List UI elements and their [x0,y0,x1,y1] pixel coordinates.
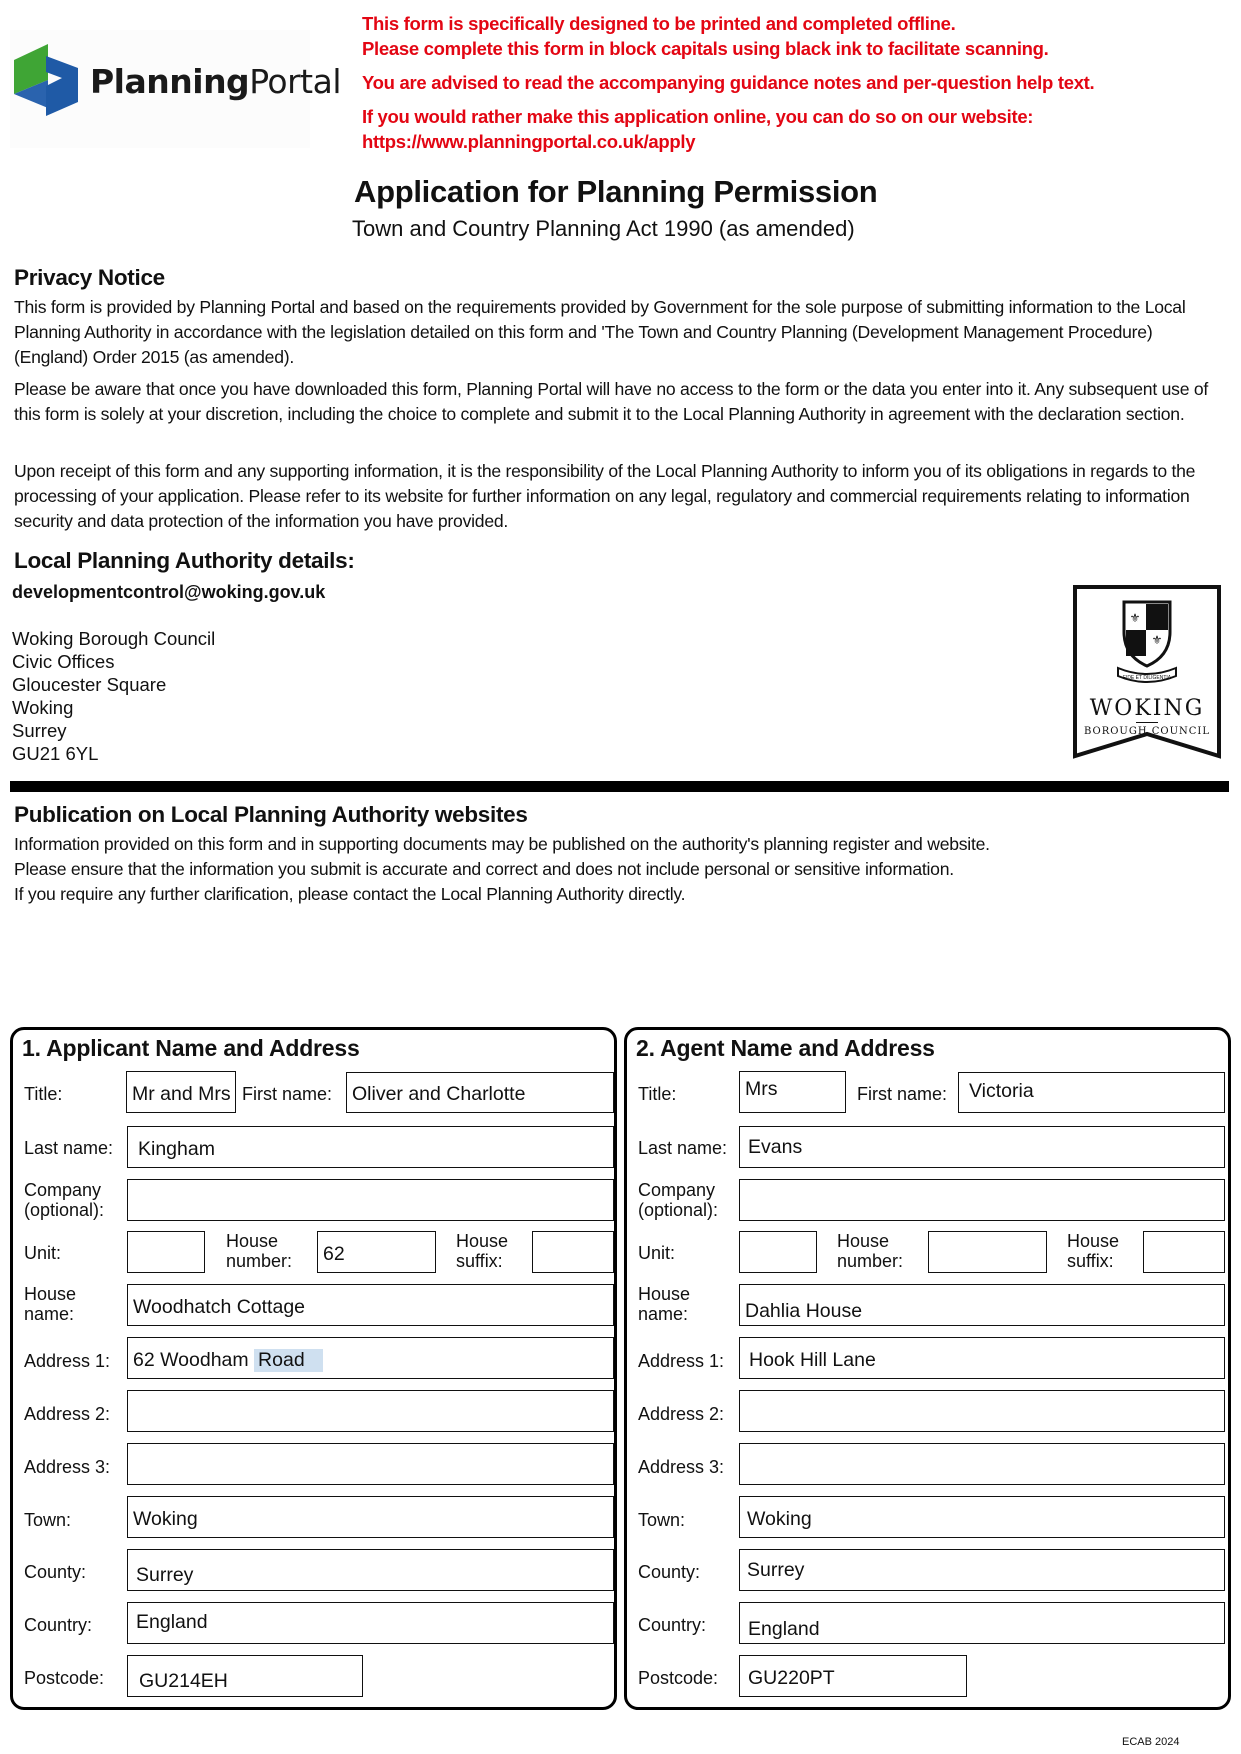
agent-postcode-field[interactable]: GU220PT [739,1655,967,1697]
house-number-label-line: House [837,1231,890,1251]
agent-town-field[interactable]: Woking [739,1496,1225,1538]
postcode-label: Postcode: [638,1668,719,1688]
address1-label: Address 1: [24,1351,111,1371]
logo-bold: Planning [90,62,250,101]
applicant-section [10,1027,617,1710]
applicant-postcode-field[interactable]: GU214EH [127,1655,363,1697]
company-label-line: Company [24,1180,102,1200]
applicant-company-field[interactable] [127,1179,614,1221]
crest-name: WOKING [1089,696,1205,721]
house-name-label-line: House [24,1284,77,1304]
lpa-address [12,627,215,765]
agent-house-number-field[interactable] [928,1231,1047,1273]
agent-last-name-field[interactable]: Evans [739,1126,1225,1168]
block-capitals-warning: Please complete this form in block capitals using black ink to facilitate scanning. [362,38,1049,59]
town-label: Town: [24,1510,72,1530]
title-label: Title: [638,1084,677,1104]
applicant-address3-field[interactable] [127,1443,614,1485]
house-suffix-label-line: House [456,1231,509,1251]
applicant-house-name-field[interactable]: Woodhatch Cottage [127,1284,614,1326]
page-title: Application for Planning Permission [354,174,878,209]
address1-label: Address 1: [638,1351,725,1371]
crest-divider [1136,722,1158,723]
planning-portal-logo-icon [12,42,80,118]
company-label-line: (optional): [24,1200,105,1220]
first-name-label: First name: [857,1084,948,1104]
publication-line-1: Information provided on this form and in supporting documents may be published on the authority's planning register and website. [14,834,990,854]
house-name-label [24,1284,76,1324]
agent-house-name-field[interactable]: Dahlia House [739,1284,1225,1326]
address1-text: 62 Woodham [133,1349,255,1371]
lpa-address-line: Woking [12,697,74,718]
svg-text:⚜: ⚜ [1129,611,1141,625]
address3-label: Address 3: [638,1457,725,1477]
country-label: Country: [24,1615,93,1635]
company-label-line: Company [638,1180,716,1200]
house-suffix-label [1067,1231,1119,1271]
guidance-warning: You are advised to read the accompanying guidance notes and per-question help text. [362,72,1095,93]
agent-house-suffix-field[interactable] [1143,1231,1225,1273]
agent-section [624,1027,1231,1710]
house-number-label-line: number: [837,1251,904,1271]
privacy-paragraph-1: This form is provided by Planning Portal and based on the requirements provided by Government for the sole purpose of submitting information to the Local Planning Authority in accordance with the legislation detailed on this form and 'The Town and Country Planning (Development Management Procedure) (England) Order 2015 (as amended). [14,297,1186,367]
logo-light: Portal [249,62,341,101]
section-divider [10,781,1229,792]
publication-heading: Publication on Local Planning Authority websites [14,802,528,827]
applicant-address1-field[interactable] [127,1337,614,1379]
lpa-address-line: Gloucester Square [12,674,167,695]
house-number-label-line: House [226,1231,279,1251]
agent-company-field[interactable] [739,1179,1225,1221]
last-name-label: Last name: [638,1138,728,1158]
agent-unit-field[interactable] [739,1231,817,1273]
house-suffix-label-line: suffix: [1067,1251,1114,1271]
house-name-label-line: name: [638,1304,689,1324]
unit-label: Unit: [638,1243,676,1263]
agent-heading: 2. Agent Name and Address [636,1035,935,1061]
title-label: Title: [24,1084,63,1104]
address3-label: Address 3: [24,1457,111,1477]
house-name-label [638,1284,690,1324]
publication-line-2: Please ensure that the information you submit is accurate and correct and does not include personal or sensitive information. [14,859,954,879]
lpa-heading: Local Planning Authority details: [14,548,355,573]
first-name-label: First name: [242,1084,333,1104]
offline-warning: This form is specifically designed to be printed and completed offline. [362,13,956,34]
address1-selected-text: Road [254,1349,323,1372]
unit-label: Unit: [24,1243,62,1263]
applicant-heading: 1. Applicant Name and Address [22,1035,360,1061]
country-label: Country: [638,1615,707,1635]
house-suffix-label [456,1231,508,1271]
applicant-address2-field[interactable] [127,1390,614,1432]
applicant-country-field[interactable]: England [127,1602,614,1644]
svg-text:FIDE ET DILIGENTIA: FIDE ET DILIGENTIA [1122,675,1172,681]
county-label: County: [638,1562,701,1582]
address2-label: Address 2: [24,1404,111,1424]
company-label [24,1180,104,1220]
page-subtitle: Town and Country Planning Act 1990 (as amended) [352,216,855,241]
publication-line-3: If you require any further clarification, please contact the Local Planning Authority directly. [14,884,686,904]
house-suffix-label-line: House [1067,1231,1120,1251]
agent-address1-field[interactable]: Hook Hill Lane [739,1337,1225,1379]
form-code: ECAB 2024 [1122,1736,1180,1748]
town-label: Town: [638,1510,686,1530]
applicant-title-field[interactable]: Mr and Mrs [126,1071,236,1113]
house-name-label-line: House [638,1284,691,1304]
last-name-label: Last name: [24,1138,114,1158]
applicant-last-name-field[interactable]: Kingham [127,1126,614,1168]
applicant-house-suffix-field[interactable] [532,1231,614,1273]
house-number-label [837,1231,903,1271]
apply-link[interactable]: https://www.planningportal.co.uk/apply [362,131,696,152]
house-number-label-line: number: [226,1251,293,1271]
svg-text:⚜: ⚜ [1151,633,1163,647]
house-name-label-line: name: [24,1304,75,1324]
applicant-town-field[interactable]: Woking [127,1496,614,1538]
lpa-address-line: Woking Borough Council [12,628,216,649]
county-label: County: [24,1562,87,1582]
lpa-address-line: Surrey [12,720,67,741]
agent-address3-field[interactable] [739,1443,1225,1485]
applicant-county-field[interactable]: Surrey [127,1549,614,1591]
house-number-label [226,1231,292,1271]
privacy-paragraph-3: Upon receipt of this form and any supporting information, it is the responsibility of the Local Planning Authority to inform you of its obligations in regards to the processing of your application. Please refer to its website for further information on any legal, regulatory and commercial requirements relating to information security and data protection of the information you have provided. [14,461,1196,531]
woking-council-crest [1072,584,1222,760]
agent-country-field[interactable]: England [739,1602,1225,1644]
lpa-address-line: Civic Offices [12,651,115,672]
address2-label: Address 2: [638,1404,725,1424]
company-label [638,1180,718,1220]
agent-title-field[interactable]: Mrs [739,1071,846,1113]
applicant-first-name-field[interactable]: Oliver and Charlotte [346,1072,614,1113]
agent-first-name-field[interactable]: Victoria [958,1072,1225,1113]
company-label-line: (optional): [638,1200,719,1220]
logo-wordmark [90,62,341,101]
house-suffix-label-line: suffix: [456,1251,503,1271]
applicant-house-number-field[interactable]: 62 [317,1231,436,1273]
agent-county-field[interactable]: Surrey [739,1549,1225,1591]
applicant-unit-field[interactable] [127,1231,205,1273]
crest-subtitle: BOROUGH COUNCIL [1083,726,1211,737]
privacy-heading: Privacy Notice [14,265,165,290]
privacy-paragraph-2: Please be aware that once you have downloaded this form, Planning Portal will have no access to the form or the data you enter into it. Any subsequent use of this form is solely at your discretion, including the choice to complete and submit it to the Local Planning Authority in agreement with the declaration section. [14,379,1209,424]
postcode-label: Postcode: [24,1668,105,1688]
lpa-email[interactable]: developmentcontrol@woking.gov.uk [12,582,326,602]
lpa-address-line: GU21 6YL [12,743,99,764]
online-notice: If you would rather make this application online, you can do so on our website: [362,106,1034,127]
agent-address2-field[interactable] [739,1390,1225,1432]
